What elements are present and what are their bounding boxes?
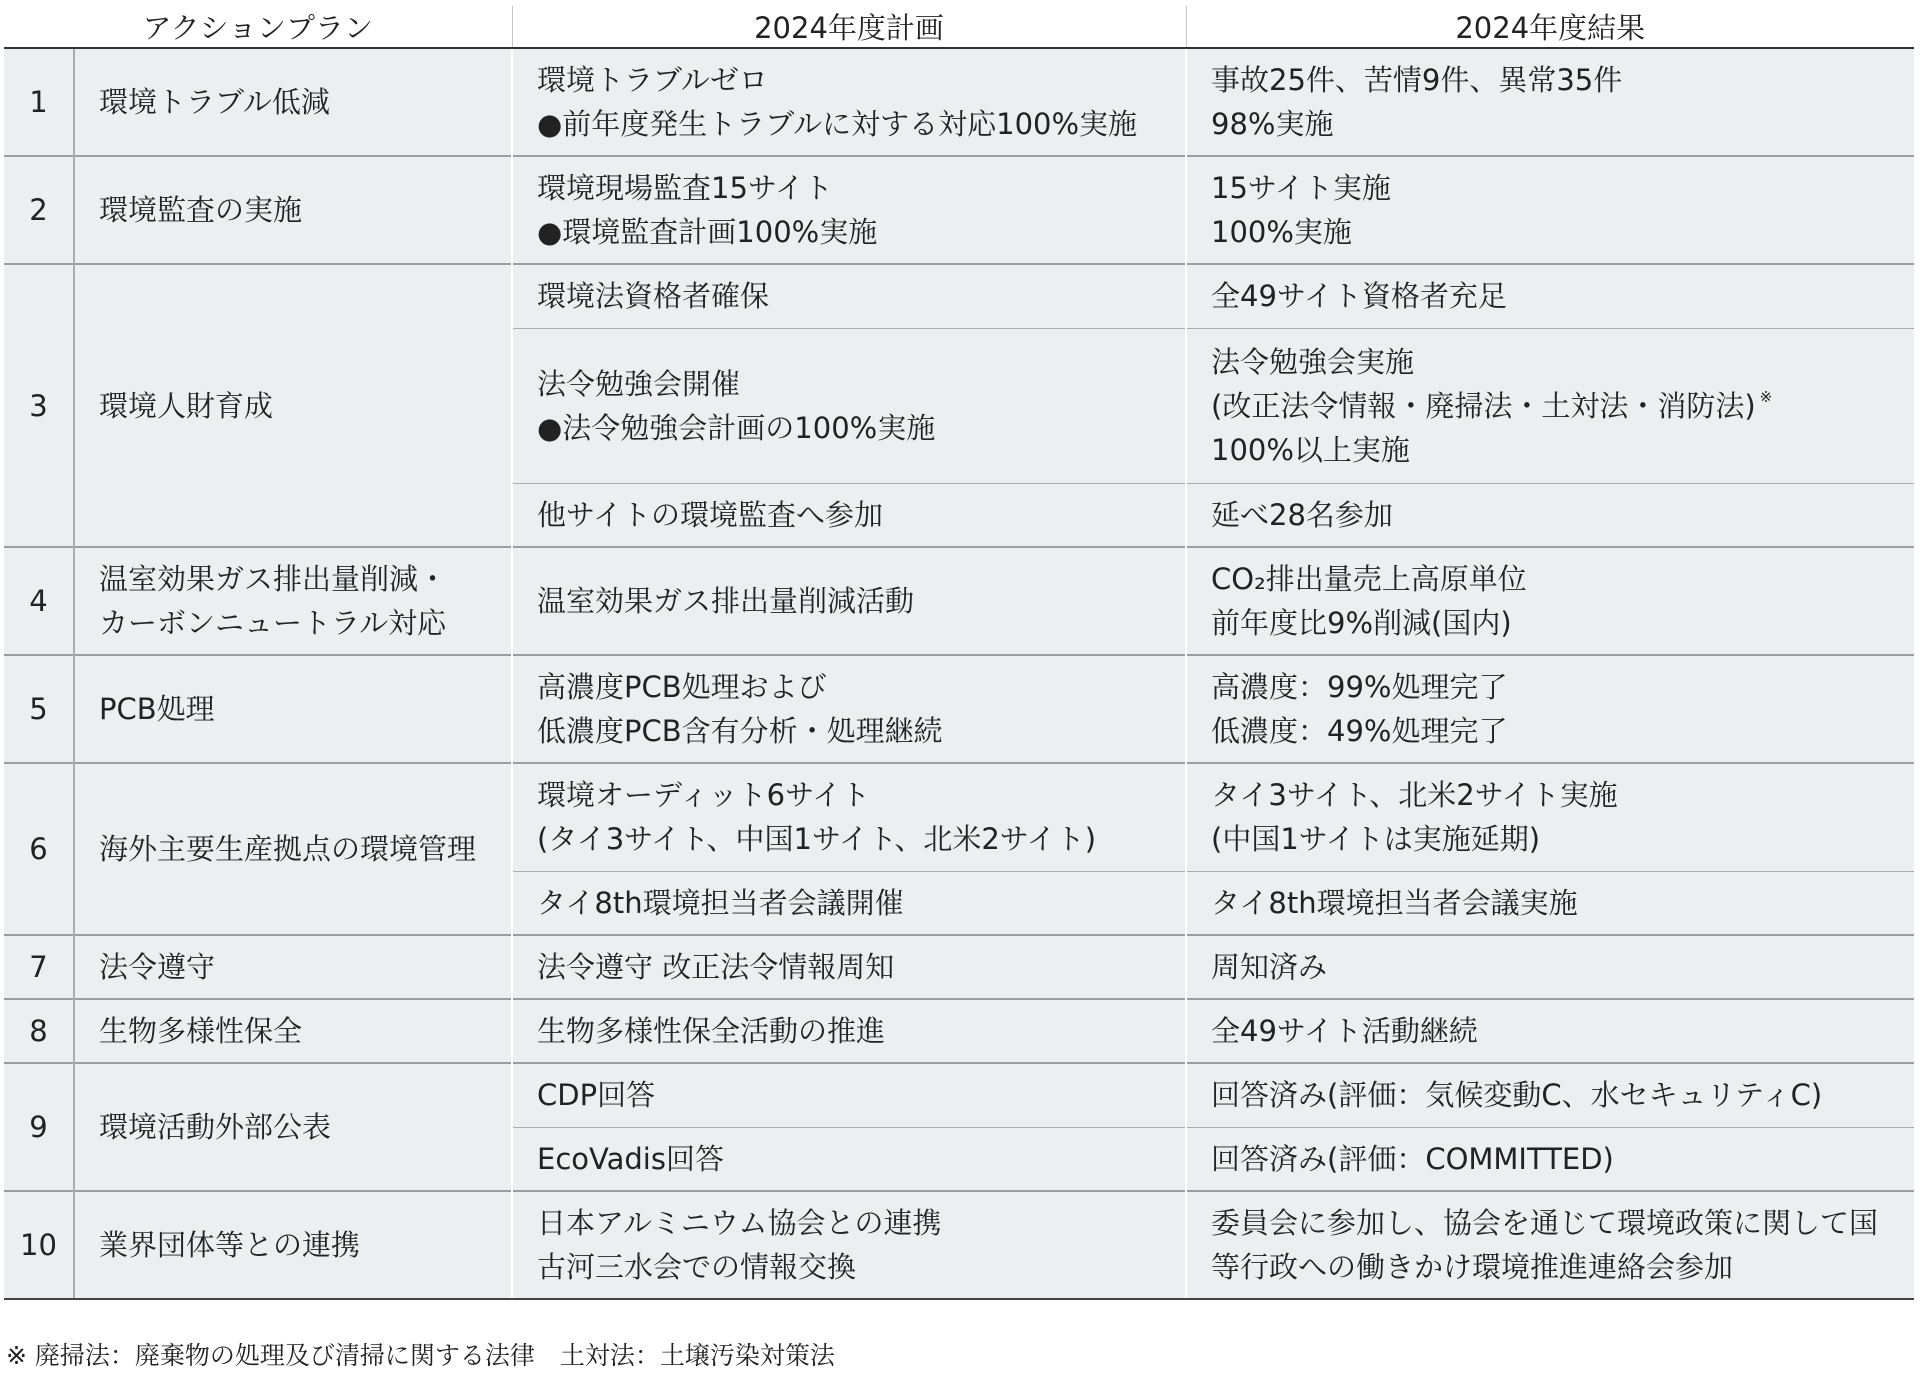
plan-cell-text: 他サイトの環境監査へ参加 (537, 497, 883, 532)
result-cell (1186, 264, 1914, 328)
plan-cell-text: 温室効果ガス排出量削減活動 (537, 584, 915, 618)
result-cell (1186, 999, 1914, 1063)
result-cell (1186, 156, 1914, 264)
plan-cell-line (537, 493, 1185, 537)
table-row (4, 156, 1914, 264)
header-action-plan: アクションプラン (4, 6, 512, 48)
action-cell-text: カーボンニュートラル対応 (99, 606, 447, 640)
result-cell-line (1211, 665, 1914, 709)
row-number: 8 (4, 999, 74, 1063)
plan-cell-line (537, 406, 1185, 450)
plan-cell-line (537, 1201, 1185, 1245)
table-row (4, 1191, 1914, 1299)
result-cell-text: 低濃度：49%処理完了 (1211, 714, 1508, 748)
result-cell-line (1211, 1073, 1914, 1117)
result-cell-line (1211, 881, 1914, 925)
result-cell (1186, 1191, 1914, 1299)
plan-cell-text: 法令遵守 改正法令情報周知 (537, 950, 895, 984)
action-cell-line (99, 188, 511, 232)
table-row (4, 547, 1914, 655)
result-cell-text: 周知済み (1211, 950, 1328, 984)
plan-cell (512, 935, 1186, 999)
action-cell (74, 1063, 512, 1191)
result-cell (1186, 547, 1914, 655)
plan-cell-line (537, 817, 1185, 861)
plan-cell-text: 環境オーディット6サイト (537, 778, 871, 813)
plan-cell-text: 環境トラブルゼロ (537, 63, 768, 97)
result-cell-line (1211, 166, 1914, 210)
action-cell-text: 法令遵守 (99, 950, 216, 984)
result-cell (1186, 763, 1914, 871)
table-body (4, 48, 1914, 1299)
result-cell-text: タイ3サイト、北米2サイト実施 (1211, 778, 1618, 813)
action-cell-line (99, 80, 511, 124)
plan-cell (512, 264, 1186, 328)
action-cell-line (99, 384, 511, 428)
result-cell-text: タイ8th環境担当者会議実施 (1211, 885, 1578, 920)
result-cell-text: 98%実施 (1211, 107, 1334, 141)
result-cell-text: 全49サイト活動継続 (1211, 1014, 1478, 1048)
result-cell-line (1211, 1201, 1914, 1245)
result-cell-text: 法令勉強会実施 (1211, 344, 1415, 379)
plan-cell-text: CDP回答 (537, 1078, 656, 1113)
result-cell-line (1211, 102, 1914, 146)
plan-cell-line (537, 773, 1185, 817)
row-number: 6 (4, 763, 74, 935)
plan-cell (512, 763, 1186, 871)
row-number: 10 (4, 1191, 74, 1299)
plan-cell-line (537, 709, 1185, 753)
result-cell-text: 100%実施 (1211, 215, 1352, 249)
action-cell-line (99, 827, 511, 871)
plan-cell (512, 156, 1186, 264)
result-cell-text: 等行政への働きかけ環境推進連絡会参加 (1211, 1250, 1734, 1284)
action-cell-text: PCB処理 (99, 692, 215, 726)
result-cell (1186, 935, 1914, 999)
row-number: 7 (4, 935, 74, 999)
action-cell-line (99, 945, 511, 989)
result-cell-text: 事故25件、苦情9件、異常35件 (1211, 63, 1623, 97)
action-cell-text: 環境活動外部公表 (99, 1110, 332, 1144)
table-row (4, 264, 1914, 328)
result-cell-line (1211, 945, 1914, 989)
plan-cell-line (537, 58, 1185, 102)
action-cell-text: 環境監査の実施 (99, 193, 303, 227)
plan-cell-text: (タイ3サイト、中国1サイト、北米2サイト) (537, 822, 1097, 857)
row-number: 2 (4, 156, 74, 264)
result-cell (1186, 871, 1914, 935)
table-row (4, 763, 1914, 871)
result-cell-line (1211, 557, 1914, 601)
result-cell-text: 15サイト実施 (1211, 171, 1391, 205)
header-plan-2024: 2024年度計画 (512, 6, 1186, 48)
plan-cell-text: EcoVadis回答 (537, 1141, 724, 1176)
action-cell (74, 48, 512, 156)
result-cell-line (1211, 210, 1914, 254)
result-cell-text: (中国1サイトは実施延期) (1211, 822, 1541, 857)
plan-cell (512, 547, 1186, 655)
plan-cell-text: ●環境監査計画100%実施 (537, 215, 878, 249)
result-cell (1186, 328, 1914, 483)
action-cell (74, 1191, 512, 1299)
action-cell-text: 生物多様性保全 (99, 1014, 303, 1048)
plan-cell (512, 1191, 1186, 1299)
plan-cell-line (537, 1137, 1185, 1181)
plan-cell (512, 999, 1186, 1063)
action-cell-line (99, 601, 511, 645)
plan-cell-text: 環境法資格者確保 (537, 279, 770, 314)
result-cell (1186, 1127, 1914, 1191)
plan-cell-line (537, 579, 1185, 623)
action-cell (74, 935, 512, 999)
result-cell-line (1211, 428, 1914, 472)
result-cell-text: 回答済み(評価：気候変動C、水セキュリティC) (1211, 1078, 1823, 1113)
result-cell-text: 委員会に参加し、協会を通じて環境政策に関して国 (1211, 1206, 1879, 1240)
plan-cell-text: 生物多様性保全活動の推進 (537, 1014, 886, 1048)
result-cell-text: (改正法令情報・廃掃法・土対法・消防法) (1211, 388, 1756, 423)
plan-cell-text: 低濃度PCB含有分析・処理継続 (537, 714, 943, 748)
plan-cell-text: 高濃度PCB処理および (537, 670, 827, 704)
action-cell-text: 環境トラブル低減 (99, 85, 330, 119)
plan-cell-line (537, 881, 1185, 925)
action-cell (74, 999, 512, 1063)
result-cell-text: 延べ28名参加 (1211, 497, 1393, 532)
plan-cell (512, 328, 1186, 483)
plan-cell-line (537, 665, 1185, 709)
plan-cell-line (537, 274, 1185, 318)
result-cell (1186, 48, 1914, 156)
action-cell (74, 763, 512, 935)
result-cell-line (1211, 493, 1914, 537)
action-cell-line (99, 1009, 511, 1053)
result-cell-line (1211, 58, 1914, 102)
table-row (4, 655, 1914, 763)
plan-cell-line (537, 362, 1185, 406)
action-cell-line (99, 687, 511, 731)
result-cell-text: 高濃度：99%処理完了 (1211, 670, 1508, 704)
action-cell-line (99, 557, 511, 601)
action-cell (74, 156, 512, 264)
result-cell-line (1211, 1009, 1914, 1053)
table-header (4, 6, 1914, 48)
row-number: 1 (4, 48, 74, 156)
action-cell-text: 業界団体等との連携 (99, 1228, 361, 1262)
action-cell-text: 温室効果ガス排出量削減・ (99, 562, 448, 596)
plan-cell-line (537, 1073, 1185, 1117)
row-number: 5 (4, 655, 74, 763)
footnote: ※ 廃掃法：廃棄物の処理及び清掃に関する法律 土対法：土壌汚染対策法 (6, 1341, 835, 1370)
result-cell-line (1211, 384, 1914, 428)
plan-cell (512, 655, 1186, 763)
plan-cell (512, 1063, 1186, 1127)
result-cell (1186, 483, 1914, 547)
action-plan-table (4, 6, 1914, 1300)
action-cell-line (99, 1105, 511, 1149)
table-row (4, 999, 1914, 1063)
plan-cell-text: タイ8th環境担当者会議開催 (537, 885, 904, 920)
action-cell (74, 547, 512, 655)
row-number: 4 (4, 547, 74, 655)
result-cell-line (1211, 1245, 1914, 1289)
plan-cell-text: 日本アルミニウム協会との連携 (537, 1206, 942, 1240)
result-cell-text: 100%以上実施 (1211, 432, 1410, 467)
result-cell-line (1211, 817, 1914, 861)
plan-cell-line (537, 945, 1185, 989)
header-result-2024: 2024年度結果 (1186, 6, 1914, 48)
plan-cell-text: 環境現場監査15サイト (537, 171, 833, 205)
action-cell-text: 海外主要生産拠点の環境管理 (99, 832, 477, 866)
result-cell (1186, 1063, 1914, 1127)
result-cell-text: 前年度比9%削減(国内) (1211, 606, 1512, 640)
result-cell (1186, 655, 1914, 763)
table-row (4, 48, 1914, 156)
plan-cell-text: 法令勉強会開催 (537, 366, 741, 401)
plan-cell-line (537, 102, 1185, 146)
plan-cell-text: ●前年度発生トラブルに対する対応100%実施 (537, 107, 1138, 141)
row-number: 9 (4, 1063, 74, 1191)
plan-cell-line (537, 166, 1185, 210)
action-cell-line (99, 1223, 511, 1267)
plan-cell (512, 483, 1186, 547)
plan-cell (512, 871, 1186, 935)
plan-cell-line (537, 1245, 1185, 1289)
row-number: 3 (4, 264, 74, 547)
result-cell-line (1211, 709, 1914, 753)
action-cell-text: 環境人財育成 (99, 388, 274, 423)
plan-cell-text: ●法令勉強会計画の100%実施 (537, 410, 936, 445)
result-cell-line (1211, 1137, 1914, 1181)
table-row (4, 935, 1914, 999)
result-cell-line (1211, 601, 1914, 645)
footnote-mark: ※ (1759, 387, 1773, 406)
result-cell-line (1211, 274, 1914, 318)
result-cell-text: 全49サイト資格者充足 (1211, 279, 1507, 314)
plan-cell-line (537, 1009, 1185, 1053)
plan-cell-line (537, 210, 1185, 254)
plan-cell (512, 48, 1186, 156)
table-row (4, 1063, 1914, 1127)
plan-cell-text: 古河三水会での情報交換 (537, 1250, 857, 1284)
result-cell-text: CO₂排出量売上高原単位 (1211, 562, 1527, 596)
result-cell-text: 回答済み(評価：COMMITTED) (1211, 1141, 1614, 1176)
action-cell (74, 264, 512, 547)
action-cell (74, 655, 512, 763)
result-cell-line (1211, 773, 1914, 817)
result-cell-line (1211, 340, 1914, 384)
plan-cell (512, 1127, 1186, 1191)
